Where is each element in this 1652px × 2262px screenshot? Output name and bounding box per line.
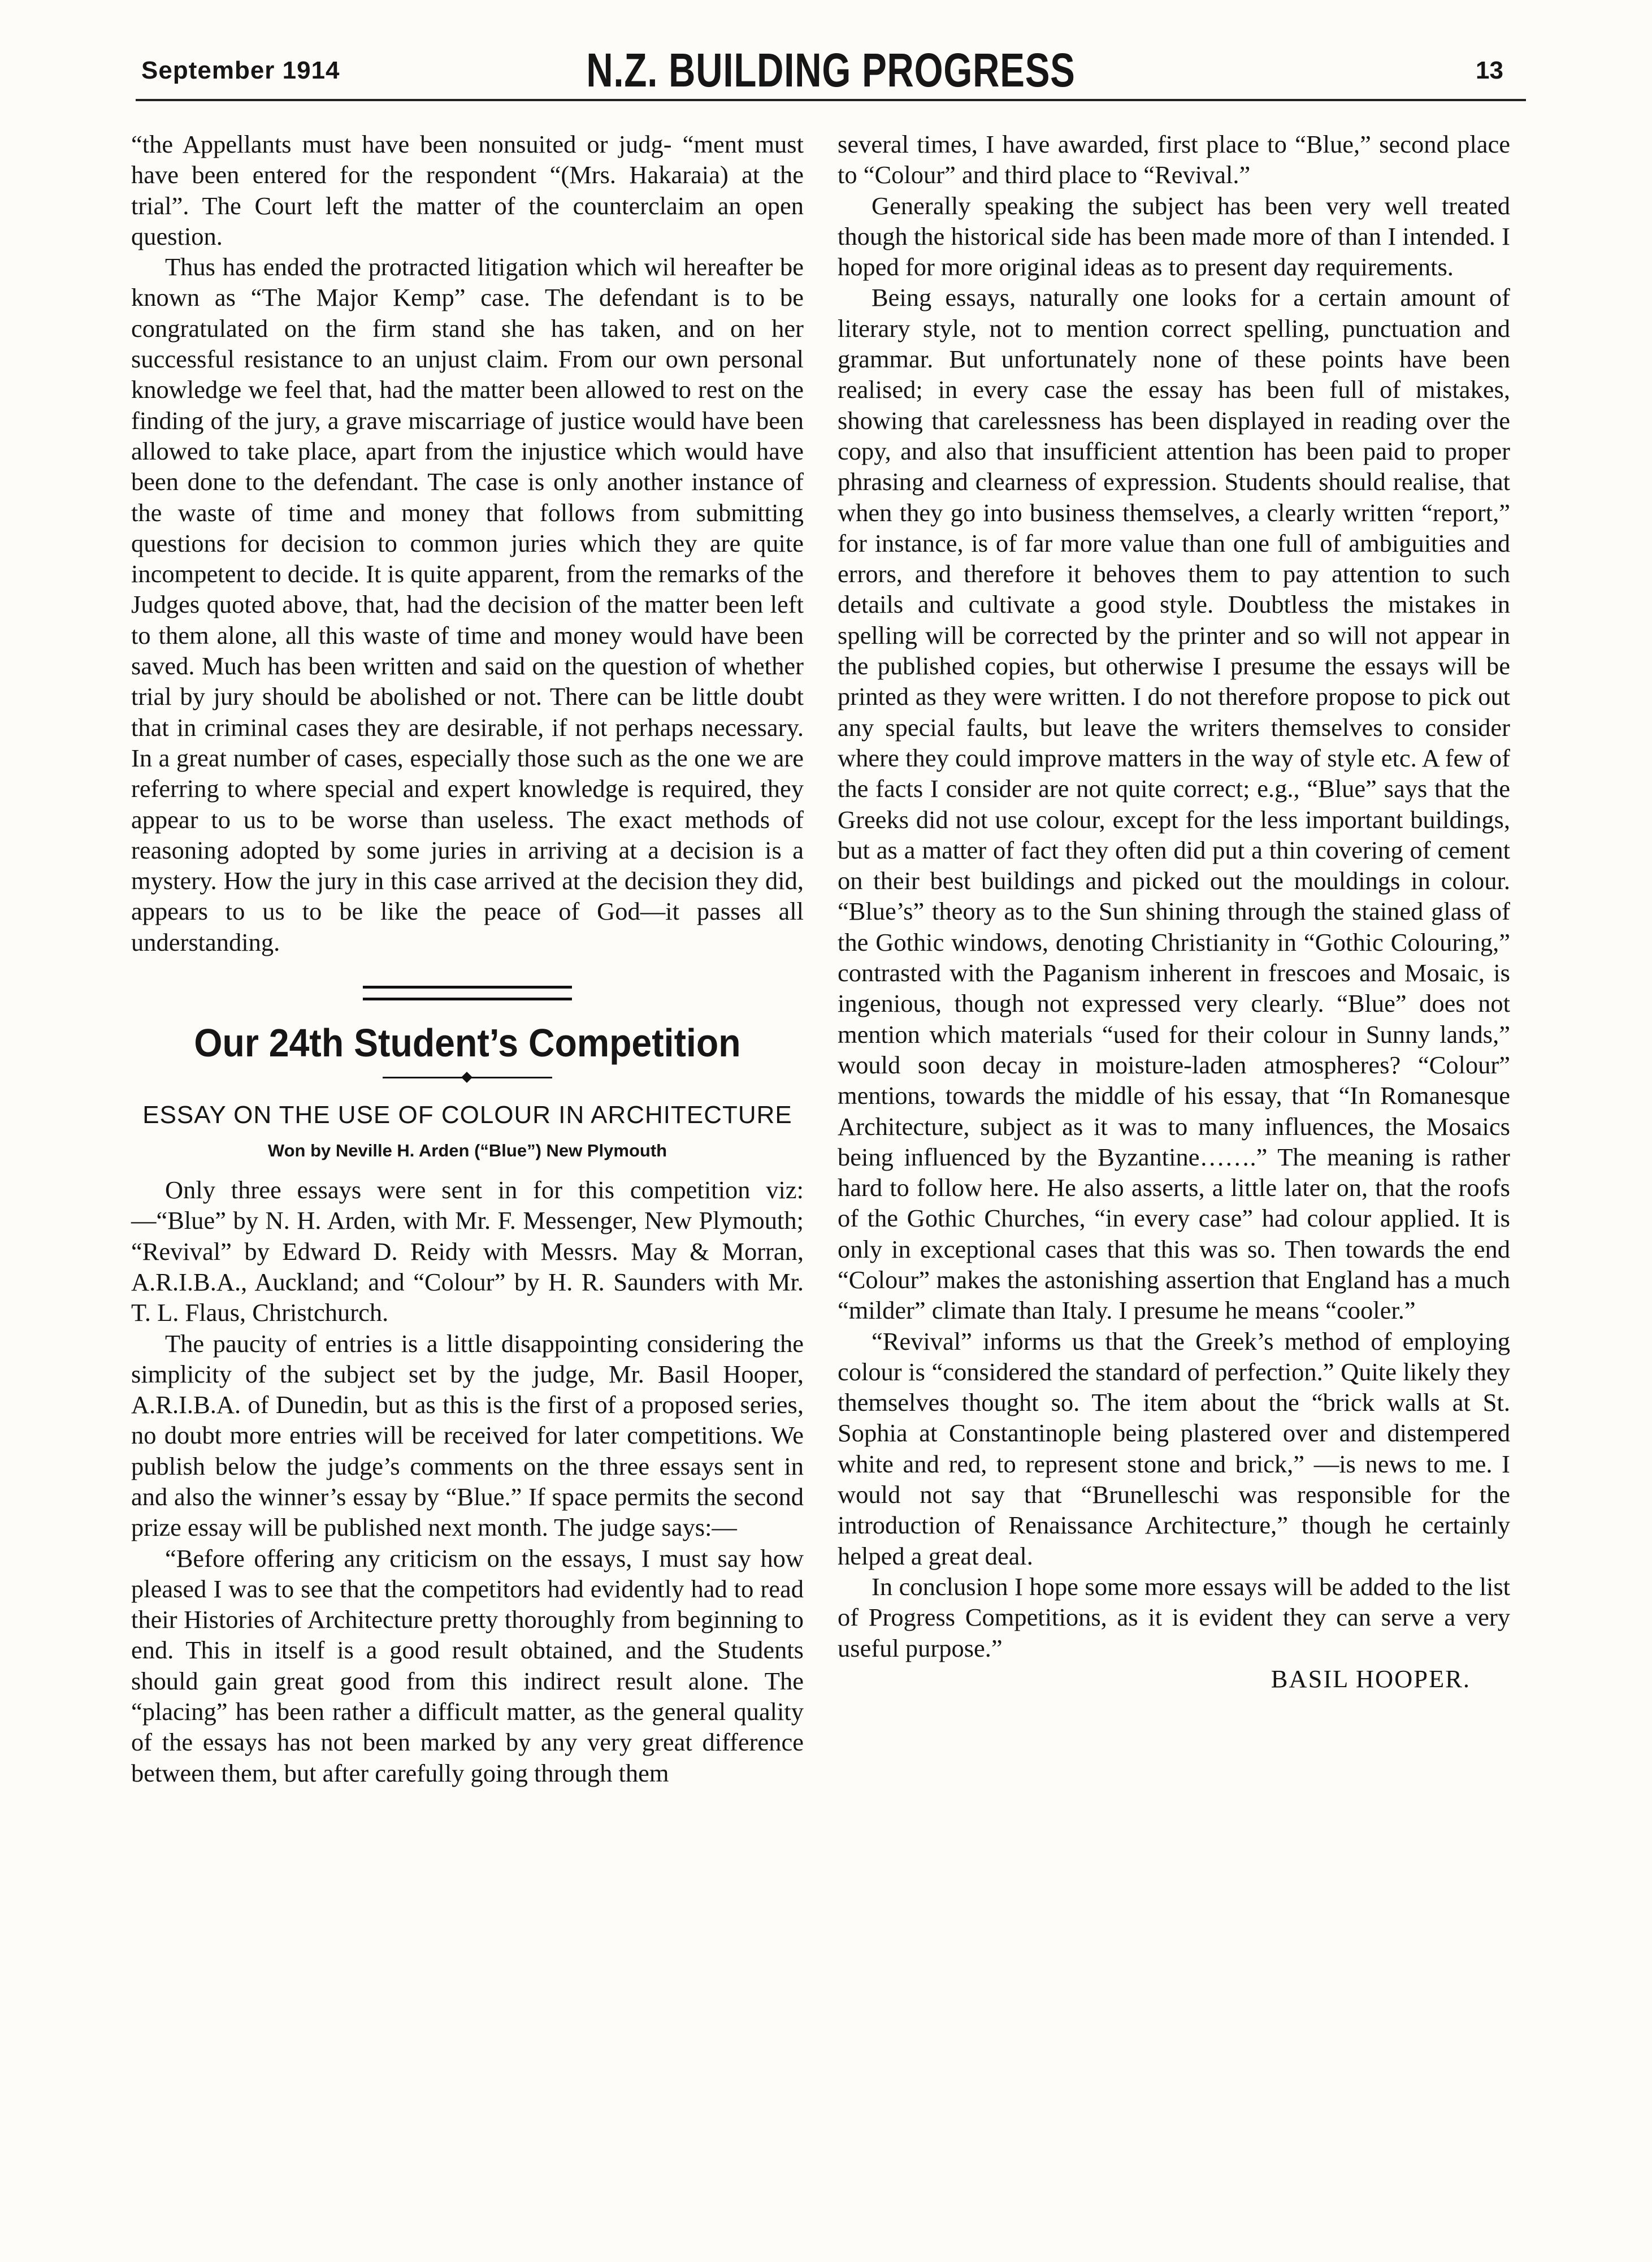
paragraph: Generally speaking the subject has been very well treated though the historical side has been made more of than I intended. I hoped for more original ideas as to present day requirements. xyxy=(838,191,1510,281)
section-title: Our 24th Student’s Competition xyxy=(194,1021,741,1065)
paragraph: “the Appellants must have been nonsuited or judg- “ment must have been entered for the respondent “(Mrs. Hakaraia) at the trial”. The Court left the matter of the counterclaim an open question. xyxy=(131,130,804,250)
paragraph: several times, I have awarded, first place to “Blue,” second place to “Colour” and third place to “Revival.” xyxy=(838,130,1510,189)
section-divider xyxy=(363,986,572,1000)
right-column xyxy=(838,129,1510,1694)
paragraph: The paucity of entries is a little disappointing considering the simplicity of the subject set by the judge, Mr. Basil Hooper, A.R.I.B.A. of Dunedin, but as this is the first of a proposed series, no doubt more entries will be received for later competitions. We publish below the judge’s comments on the three essays sent in and also the winner’s essay by “Blue.” If space permits the second prize essay will be published next month. The judge says:— xyxy=(131,1329,804,1542)
paragraph: Only three essays were sent in for this competition viz:—“Blue” by N. H. Arden, with Mr. F. Messenger, New Plymouth; “Revival” by Edward D. Reidy with Messrs. May & Morran, A.R.I.B.A., Auckland; and “Colour” by H. R. Saunders with Mr. T. L. Flaus, Christchurch. xyxy=(131,1176,804,1327)
author-signature: BASIL HOOPER. xyxy=(1271,1664,1471,1693)
paragraph: In conclusion I hope some more essays will be added to the list of Progress Competitions, as it is evident they can serve a very useful purpose.” xyxy=(838,1572,1510,1662)
section-subtitle: ESSAY ON THE USE OF COLOUR IN ARCHITECTURE xyxy=(142,1101,792,1129)
publication-title: N.Z. BUILDING PROGRESS xyxy=(586,44,1076,97)
paragraph: Thus has ended the protracted litigation which wil hereafter be known as “The Major Kemp” case. The defendant is to be congratulated on the firm stand she has taken, and on her successful resistance to an unjust claim. From our own personal knowledge we feel that, had the matter been allowed to rest on the finding of the jury, a grave miscarriage of justice would have been allowed to take place, apart from the injustice which would have been done to the defendant. The case is only another instance of the waste of time and money that follows from submitting questions for decision to common juries which they are quite incompetent to decide. It is quite apparent, from the remarks of the Judges quoted above, that, had the decision of the matter been left to them alone, all this waste of time and money would have been saved. Much has been written and said on the question of whether trial by jury should be abolished or not. There can be little doubt that in criminal cases they are desirable, if not perhaps necessary. In a great number of cases, especially those such as the one we are referring to where special and expert knowledge is required, they appear to us to be worse than useless. The exact methods of reasoning adopted by some juries in arriving at a decision is a mystery. How the jury in this case arrived at the decision they did, appears to us to be like the peace of God—it passes all understanding. xyxy=(131,253,804,956)
paragraph: Being essays, naturally one looks for a certain amount of literary style, not to mention correct spelling, punctuation and grammar. But unfortunately none of these points have been realised; in every case the essay has been full of mistakes, showing that carelessness has been displayed in reading over the copy, and also that insufficient attention has been paid to proper phrasing and clearness of expression. Students should realise, that when they go into business themselves, a clearly written “report,” for instance, is of far more value than one full of ambiguities and errors, and therefore it behoves them to pay attention to such details and cultivate a good style. Doubtless the mistakes in spelling will be corrected by the printer and so will not appear in the published copies, but otherwise I presume the essays will be printed as they were written. I do not therefore propose to pick out any special faults, but leave the writers themselves to consider where they could improve matters in the way of style etc. A few of the facts I consider are not quite correct; e.g., “Blue” says that the Greeks did not use colour, except for the less important buildings, but as a matter of fact they often did put a thin covering of cement on their best buildings and picked out the mouldings in colour. “Blue’s” theory as to the Sun shining through the stained glass of the Gothic windows, denoting Christianity in “Gothic Colouring,” contrasted with the Paganism inherent in frescoes and Mosaic, is ingenious, though not expressed very clearly. “Blue” does not mention which materials “used for their colour in Sunny lands,” would soon decay in moisture-laden atmospheres? “Colour” mentions, towards the middle of his essay, that “In Romanesque Architecture, subject as it was to many influences, the Mosaics being influenced by the Byzantine…….” The meaning is rather hard to follow here. He also asserts, a little later on, that the roofs of the Gothic Churches, “in every case” had colour applied. It is only in exceptional cases that this was so. Then towards the end “Colour” makes the astonishing assertion that England has a much “milder” climate than Italy. I presume he means “cooler.” xyxy=(838,283,1510,1325)
issue-date: September 1914 xyxy=(141,57,340,84)
left-column xyxy=(131,129,804,1788)
paragraph: “Revival” informs us that the Greek’s method of employing colour is “considered the standard of perfection.” Quite likely they themselves thought so. The item about the “brick walls at St. Sophia at Constantinople being plastered over and distempered white and red, to represent stone and brick,” —is news to me. I would not say that “Brunelleschi was responsible for the introduction of Renaissance Architecture,” though he certainly helped a great deal. xyxy=(838,1327,1510,1570)
page-number: 13 xyxy=(1476,57,1503,84)
winner-credit: Won by Neville H. Arden (“Blue”) New Plymouth xyxy=(267,1141,667,1161)
ornament-divider xyxy=(383,1072,552,1083)
page-header xyxy=(136,34,1526,101)
diamond-icon xyxy=(461,1072,472,1083)
paragraph: “Before offering any criticism on the essays, I must say how pleased I was to see that the competitors had evidently had to read their Histories of Architecture pretty thoroughly from beginning to end. This in itself is a good result obtained, and the Students should gain great good from this indirect result alone. The “placing” has been rather a difficult matter, as the general quality of the essays has not been marked by any very great difference between them, but after carefully going through them xyxy=(131,1544,804,1787)
